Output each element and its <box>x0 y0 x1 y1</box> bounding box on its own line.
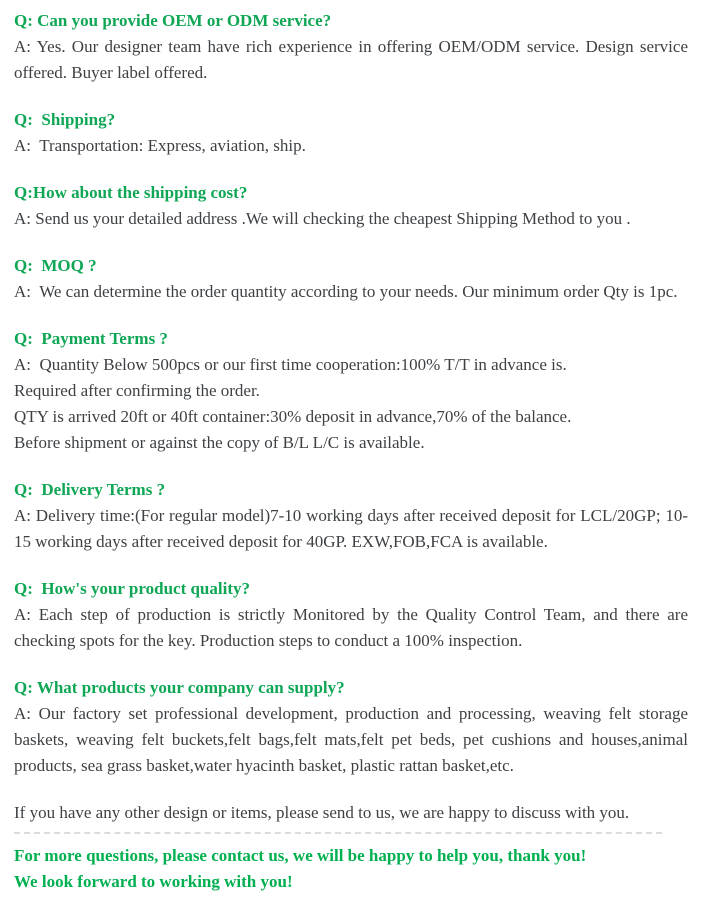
faq-item-delivery-terms <box>14 477 688 555</box>
faq-item-moq <box>14 253 688 305</box>
faq-item-oem-odm <box>14 8 688 86</box>
faq-item-shipping-cost <box>14 180 688 232</box>
faq-answer: A: Our factory set professional development, production and processing, weaving felt storage baskets, weaving felt buckets,felt bags,felt mats,felt pet beds, pet cushions and houses,animal products, sea grass basket,water hyacinth basket, plastic rattan basket,etc. <box>14 704 688 775</box>
faq-item-product-quality <box>14 576 688 654</box>
faq-question: Q: Delivery Terms ? <box>14 480 166 499</box>
closing-note: If you have any other design or items, please send to us, we are happy to discuss with you. <box>14 803 630 822</box>
contact-line: For more questions, please contact us, we will be happy to help you, thank you! <box>14 846 587 865</box>
faq-question: Q: What products your company can supply? <box>14 678 345 697</box>
faq-question: Q: Shipping? <box>14 110 116 129</box>
faq-question: Q:How about the shipping cost? <box>14 183 248 202</box>
faq-answer: A: Send us your detailed address .We will checking the cheapest Shipping Method to you . <box>14 209 631 228</box>
faq-answer-line: Before shipment or against the copy of B/L L/C is available. <box>14 433 425 452</box>
faq-answer-line: QTY is arrived 20ft or 40ft container:30% deposit in advance,70% of the balance. <box>14 407 572 426</box>
faq-question: Q: Payment Terms ? <box>14 329 168 348</box>
faq-question: Q: How's your product quality? <box>14 579 250 598</box>
faq-answer: A: Each step of production is strictly Monitored by the Quality Control Team, and there are checking spots for the key. Production steps to conduct a 100% inspection. <box>14 605 688 650</box>
faq-answer: A: We can determine the order quantity according to your needs. Our minimum order Qty is 1pc. <box>14 282 678 301</box>
faq-question: Q: MOQ ? <box>14 256 97 275</box>
faq-answer: A: Yes. Our designer team have rich experience in offering OEM/ODM service. Design service offered. Buyer label offered. <box>14 37 688 82</box>
faq-answer: A: Delivery time:(For regular model)7-10 working days after received deposit for LCL/20GP; 10-15 working days after received deposit for 40GP. EXW,FOB,FCA is available. <box>14 506 688 551</box>
faq-question: Q: Can you provide OEM or ODM service? <box>14 11 332 30</box>
faq-answer-line: Required after confirming the order. <box>14 381 260 400</box>
faq-item-payment-terms <box>14 326 688 456</box>
faq-answer-line: A: Quantity Below 500pcs or our first time cooperation:100% T/T in advance is. <box>14 355 567 374</box>
faq-item-shipping <box>14 107 688 159</box>
outro-line: We look forward to working with you! <box>14 872 293 891</box>
faq-answer: A: Transportation: Express, aviation, ship. <box>14 136 306 155</box>
faq-item-products-supply <box>14 675 688 779</box>
dashed-divider <box>14 832 662 834</box>
